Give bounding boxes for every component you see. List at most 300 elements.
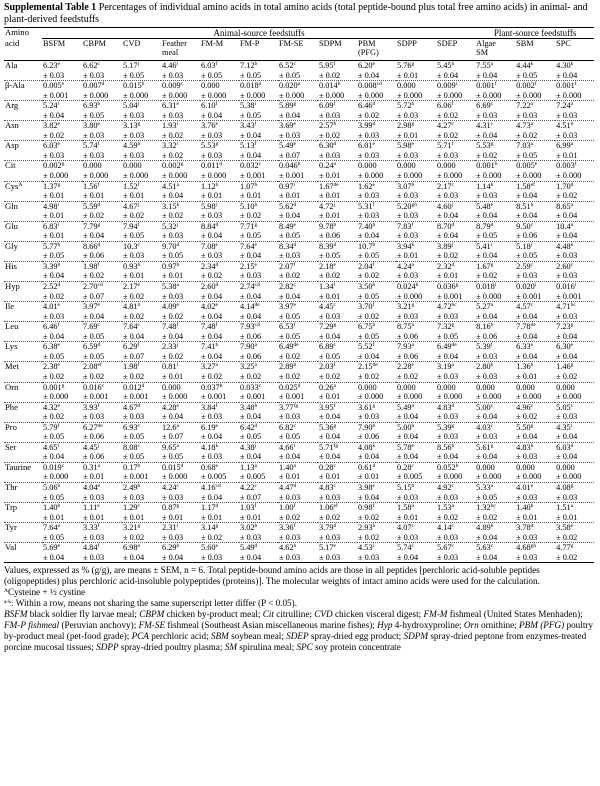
sem-value: ± 0.04: [436, 352, 475, 362]
sem-value: ± 0.03: [42, 71, 82, 81]
mean-value: 6.49de: [437, 342, 457, 352]
mean-value: 5.98e: [397, 141, 414, 151]
sem-value: ± 0.01: [82, 191, 122, 201]
mean-value: 2.31$^i$: [162, 523, 179, 533]
amino-acid-label: Pro: [5, 422, 17, 432]
sem-value: ± 0.000: [161, 171, 200, 181]
amino-acid-label: Val: [5, 542, 17, 553]
mean-value: 4.38$^j$: [240, 442, 257, 452]
mean-value: 1.37$^g$: [43, 181, 61, 191]
mean-value: 4.44$^k$: [516, 61, 534, 70]
table-row: [4, 482, 594, 492]
sem-value: ± 0.04: [555, 211, 594, 221]
mean-value: 6.53$^f$: [279, 322, 296, 332]
sem-value: ± 0.05: [42, 432, 82, 442]
mean-value: 9.78$^b$: [319, 221, 337, 231]
mean-value: 7.08e: [201, 241, 218, 251]
mean-value: 3.33$^f$: [83, 523, 100, 533]
mean-value: 1.40$^a$: [279, 462, 296, 472]
mean-value: 4.51$^b$: [556, 121, 574, 131]
sem-value: ± 0.02: [475, 271, 515, 281]
mean-value: 4.45$^j$: [83, 442, 100, 452]
mean-value: 2.17$^c$: [437, 181, 454, 191]
mean-value: 6.38e: [43, 342, 60, 352]
sem-value: ± 0.03: [200, 412, 239, 422]
mean-value: 1.29$^c$: [123, 503, 140, 513]
sem-row: [4, 372, 594, 382]
note-cys: $^A$Cysteine + ½ cystine: [4, 587, 86, 598]
sem-value: ± 0.000: [475, 171, 515, 181]
sem-value: ± 0.01: [42, 211, 82, 221]
sem-value: ± 0.04: [318, 452, 357, 462]
sem-value: ± 0.05: [42, 493, 82, 503]
sem-value: ± 0.01: [200, 191, 239, 201]
mean-value: 6.69$^c$: [476, 101, 494, 111]
mean-value: 7.83$^f$: [397, 221, 414, 231]
sem-value: ± 0.04: [239, 412, 278, 422]
empty-cell: [4, 151, 42, 161]
table-row: [4, 61, 594, 71]
sem-value: ± 0.04: [161, 191, 200, 201]
sem-value: ± 0.05: [318, 352, 357, 362]
sem-value: ± 0.04: [475, 251, 515, 261]
mean-value: 5.41$^i$: [476, 241, 493, 251]
sem-value: ± 0.03: [278, 251, 318, 261]
mean-value: 4.03$^i$: [476, 422, 493, 432]
empty-cell: [4, 171, 42, 181]
sem-value: ± 0.04: [42, 553, 82, 563]
mean-value: 6.89$^c$: [319, 342, 336, 352]
mean-value: 8.49e: [279, 221, 296, 231]
mean-value: 7.64$^a$: [43, 523, 60, 533]
sem-value: ± 0.03: [555, 312, 594, 322]
sem-value: ± 0.01: [161, 271, 200, 281]
sem-row: [4, 392, 594, 402]
mean-value: 5.20$^{gh}$: [397, 201, 418, 211]
table-row: [4, 241, 594, 251]
sem-value: ± 0.000: [82, 171, 122, 181]
sem-value: ± 0.000: [515, 392, 555, 402]
empty-cell: [4, 372, 42, 382]
mean-value: 6.59$^d$: [83, 342, 101, 352]
mean-value: 0.000: [476, 382, 495, 392]
mean-value: 4.72$^{bc}$: [437, 302, 457, 312]
mean-value: 5.39$^f$: [476, 342, 493, 352]
sem-value: ± 0.01: [82, 472, 122, 482]
empty-cell: [4, 352, 42, 362]
mean-value: 5.49$^d$: [240, 543, 258, 553]
mean-value: 7.48$^f$: [201, 322, 218, 332]
mean-value: 1.17$^d$: [201, 503, 219, 513]
abbreviation-term: PBM (PFG): [519, 620, 565, 631]
abbreviation-definition: spray-dried peptone from enzymes-treated porcine mucosal tissues;: [4, 631, 587, 653]
sem-value: ± 0.05: [357, 292, 396, 302]
sem-value: ± 0.01: [515, 372, 555, 382]
mean-value: 3.77$^{fg}$: [279, 402, 299, 412]
sem-value: ± 0.06: [239, 332, 278, 342]
mean-value: 1.07$^h$: [240, 181, 258, 191]
sem-value: ± 0.05: [515, 251, 555, 261]
sem-value: ± 0.04: [515, 211, 555, 221]
mean-value: 4.01e: [516, 482, 534, 492]
abbreviation-term: FM-M: [423, 609, 448, 620]
mean-value: 3.21$^g$: [397, 302, 415, 312]
mean-value: 3.14$^g$: [201, 523, 219, 533]
table-row: [4, 362, 594, 372]
column-header: CVD: [122, 39, 161, 61]
sem-value: ± 0.01: [82, 513, 122, 523]
sem-value: ± 0.03: [555, 271, 594, 281]
mean-value: 8.66$^d$: [83, 241, 101, 251]
mean-value: 5.62$^d$: [279, 201, 297, 211]
mean-value: 5.38$^i$: [240, 101, 257, 111]
mean-value: 4.60$^j$: [437, 201, 454, 211]
mean-value: 4.67$^d$: [123, 402, 141, 412]
mean-value: 0.000: [556, 382, 575, 392]
sem-value: ± 0.04: [200, 332, 239, 342]
sem-value: ± 0.06: [318, 231, 357, 241]
abbreviation-term: FM-SE: [138, 620, 166, 631]
amino-acid-label: Met: [5, 361, 19, 372]
sem-value: ± 0.02: [357, 372, 396, 382]
abbreviation-term: Orn: [463, 620, 479, 631]
mean-value: 5.27$^a$: [476, 302, 494, 312]
mean-value: 1.34$^f$: [319, 282, 336, 292]
amino-acid-label: Ile: [5, 301, 15, 312]
sem-value: ± 0.02: [42, 292, 82, 302]
mean-value: 0.016$^c$: [83, 382, 105, 392]
sem-value: ± 0.03: [161, 231, 200, 241]
sem-value: ± 0.02: [278, 372, 318, 382]
mean-value: 3.76e: [201, 121, 218, 131]
sem-value: ± 0.03: [436, 412, 475, 422]
mean-value: 1.58$^a$: [397, 503, 414, 513]
sem-row: [4, 432, 594, 442]
amino-acid-label: Asp: [5, 140, 19, 151]
mean-value: 6.83$^i$: [43, 221, 60, 231]
mean-value: 9.65$^a$: [162, 442, 179, 452]
abbreviation-term: SBM: [210, 631, 229, 642]
sem-value: ± 0.04: [239, 292, 278, 302]
mean-value: 5.67$^c$: [437, 543, 454, 553]
table-row: [4, 462, 594, 472]
sem-value: ± 0.02: [357, 111, 396, 121]
sem-value: ± 0.02: [357, 513, 396, 523]
sem-value: ± 0.05: [475, 231, 515, 241]
mean-value: 0.28$^c$: [319, 462, 336, 472]
amino-acid-label: Asn: [5, 120, 19, 131]
mean-value: 5.78e: [397, 442, 414, 452]
mean-value: 5.04$^j$: [123, 101, 140, 111]
sem-value: ± 0.02: [318, 71, 357, 81]
mean-value: 0.014$^b$: [319, 81, 341, 91]
sem-value: ± 0.03: [436, 372, 475, 382]
caption-text: Percentages of individual amino acids in total amino acids (total peptide-bound plus total free amino acids) in animal- and plant-derived feedstuffs: [4, 2, 588, 25]
mean-value: 5.39$^g$: [437, 422, 455, 432]
mean-value: 4.27$^c$: [437, 121, 454, 131]
mean-value: 0.002$^f$: [516, 81, 537, 91]
mean-value: 0.000: [358, 161, 377, 171]
mean-value: 3.99$^d$: [358, 121, 376, 131]
mean-value: 1.40$^b$: [516, 503, 534, 513]
table-row: [4, 442, 594, 452]
sem-value: ± 0.05: [239, 432, 278, 442]
mean-value: 0.037$^b$: [201, 382, 223, 392]
sem-value: ± 0.000: [396, 292, 436, 302]
sem-value: ± 0.04: [239, 151, 278, 161]
mean-value: 5.61$^g$: [476, 442, 494, 452]
sem-value: ± 0.01: [122, 513, 161, 523]
mean-value: 4.28e: [162, 402, 179, 412]
mean-value: 6.42$^d$: [240, 422, 258, 432]
sem-value: ± 0.05: [278, 312, 318, 322]
amino-acid-label: His: [5, 261, 17, 271]
sem-value: ± 0.06: [82, 432, 122, 442]
mean-value: 3.27$^a$: [201, 362, 218, 372]
sem-value: ± 0.04: [475, 71, 515, 81]
mean-value: 0.018$^i$: [476, 282, 497, 292]
table-notes: [4, 565, 594, 653]
sem-value: ± 0.03: [555, 493, 594, 503]
empty-cell: [4, 191, 42, 201]
mean-value: 2.32$^d$: [437, 261, 455, 271]
mean-value: 0.015$^d$: [162, 462, 184, 472]
abbreviation-definition: ornithine;: [478, 620, 520, 631]
sem-value: ± 0.001: [515, 292, 555, 302]
mean-value: 5.38$^a$: [162, 282, 179, 292]
mean-value: 4.51$^a$: [162, 181, 179, 191]
aa-header: Amino: [4, 28, 42, 39]
mean-value: 5.17e: [319, 543, 336, 553]
sem-value: ± 0.02: [122, 533, 161, 543]
mean-value: 5.33$^a$: [476, 482, 494, 492]
aa-header-sub: acid: [4, 39, 42, 61]
sem-value: ± 0.04: [278, 292, 318, 302]
sem-value: ± 0.000: [515, 171, 555, 181]
mean-value: 3.13$^g$: [123, 121, 141, 131]
sem-value: ± 0.04: [436, 231, 475, 241]
sem-value: ± 0.07: [239, 493, 278, 503]
sem-value: ± 0.05: [278, 71, 318, 81]
empty-cell: [4, 432, 42, 442]
sem-row: [4, 251, 594, 261]
mean-value: 0.17$^b$: [123, 462, 141, 472]
sem-value: ± 0.000: [357, 91, 396, 101]
mean-value: 8.34$^d$: [279, 241, 297, 251]
amino-acid-label: Cys$^A$: [5, 181, 23, 191]
sem-value: ± 0.02: [318, 372, 357, 382]
sem-row: [4, 312, 594, 322]
column-header: Feather meal: [161, 39, 200, 61]
sem-value: ± 0.03: [318, 111, 357, 121]
sem-value: ± 0.01: [318, 191, 357, 201]
sem-value: ± 0.02: [396, 372, 436, 382]
table-row: [4, 523, 594, 533]
sem-value: ± 0.07: [161, 432, 200, 442]
mean-value: 0.000: [201, 81, 220, 91]
mean-value: 6.62$^c$: [83, 61, 100, 70]
sem-value: ± 0.04: [357, 231, 396, 241]
column-header: SDPP: [396, 39, 436, 61]
mean-value: 3.78$^d$: [516, 523, 534, 533]
table-row: [4, 422, 594, 432]
sem-value: ± 0.03: [278, 412, 318, 422]
sem-value: ± 0.03: [555, 111, 594, 121]
sem-value: ± 0.000: [475, 392, 515, 402]
mean-value: 0.015$^b$: [123, 81, 145, 91]
table-row: [4, 302, 594, 312]
mean-value: 4.31$^c$: [476, 121, 494, 131]
amino-acid-label: Arg: [5, 100, 19, 111]
column-header: Algae SM: [475, 39, 515, 61]
mean-value: 1.53$^a$: [437, 503, 454, 513]
mean-value: 0.052$^b$: [437, 462, 459, 472]
column-header: CBPM: [82, 39, 122, 61]
amino-acid-label: Glu: [5, 221, 18, 231]
mean-value: 5.71$^{fg}$: [319, 442, 339, 452]
sem-value: ± 0.02: [161, 352, 200, 362]
sem-value: ± 0.04: [161, 412, 200, 422]
sem-value: ± 0.03: [161, 71, 200, 81]
mean-value: 0.93$^h$: [123, 261, 141, 271]
mean-value: 6.31e: [162, 101, 179, 111]
mean-value: 3.93$^f$: [83, 402, 100, 412]
sem-value: ± 0.03: [357, 131, 396, 141]
mean-value: 9.50$^c$: [516, 221, 534, 231]
table-row: [4, 503, 594, 513]
sem-value: ± 0.01: [122, 191, 161, 201]
sem-value: ± 0.000: [396, 91, 436, 101]
mean-value: 5.98$^c$: [201, 201, 218, 211]
mean-value: 1.13$^a$: [240, 462, 257, 472]
sem-value: ± 0.000: [239, 91, 278, 101]
mean-value: 0.005e: [43, 81, 65, 91]
sem-value: ± 0.06: [396, 352, 436, 362]
mean-value: 2.57$^h$: [319, 121, 337, 131]
mean-value: 3.98e: [358, 482, 375, 492]
mean-value: 3.15$^k$: [162, 201, 180, 211]
column-header: SPC: [555, 39, 594, 61]
sem-value: ± 0.03: [555, 412, 594, 422]
mean-value: 3.80e: [83, 121, 100, 131]
mean-value: 2.33$^j$: [162, 342, 179, 352]
mean-value: 0.011$^d$: [201, 161, 223, 171]
sem-value: ± 0.000: [122, 171, 161, 181]
mean-value: 4.59$^h$: [123, 141, 141, 151]
mean-value: 1.32$^{bc}$: [476, 503, 496, 513]
mean-value: 0.000: [123, 161, 142, 171]
mean-value: 3.70$^f$: [358, 302, 375, 312]
sem-value: ± 0.005: [396, 472, 436, 482]
mean-value: 4.57$^c$: [516, 302, 534, 312]
mean-value: 0.002$^g$: [162, 161, 184, 171]
sem-row: [4, 472, 594, 482]
sem-value: ± 0.03: [396, 533, 436, 543]
mean-value: 10.7$^b$: [358, 241, 376, 251]
animal-group-header: Animal-source feedstuffs: [42, 28, 475, 39]
sem-value: ± 0.02: [42, 131, 82, 141]
mean-value: 3.61$^g$: [358, 402, 376, 412]
mean-value: 6.06$^f$: [437, 101, 454, 111]
mean-value: 2.59$^c$: [516, 261, 534, 271]
mean-value: 2.49$^h$: [123, 482, 141, 492]
mean-value: 0.000: [516, 462, 535, 472]
sem-value: ± 0.04: [200, 111, 239, 121]
sem-value: ± 0.02: [82, 211, 122, 221]
sem-value: ± 0.04: [555, 452, 594, 462]
mean-value: 5.89$^g$: [279, 101, 297, 111]
mean-value: 5.48e: [476, 201, 494, 211]
sem-row: [4, 91, 594, 101]
mean-value: 0.000: [437, 161, 456, 171]
sem-value: ± 0.03: [278, 131, 318, 141]
sem-value: ± 0.005: [200, 472, 239, 482]
sem-value: ± 0.001: [239, 171, 278, 181]
sem-value: ± 0.02: [515, 412, 555, 422]
sem-value: ± 0.04: [161, 332, 200, 342]
abbreviation-definition: citrulline;: [273, 609, 315, 620]
mean-value: 2.98$^g$: [397, 121, 415, 131]
mean-value: 4.81$^b$: [123, 302, 141, 312]
sem-value: ± 0.04: [436, 211, 475, 221]
mean-value: 4.09e: [162, 302, 179, 312]
mean-value: 7.64$^c$: [123, 322, 140, 332]
mean-value: 7.55$^a$: [476, 61, 494, 70]
mean-value: 6.75$^h$: [358, 322, 376, 332]
mean-value: 0.020$^a$: [279, 81, 301, 91]
mean-value: 8.75$^a$: [397, 322, 414, 332]
sem-value: ± 0.01: [42, 231, 82, 241]
sem-value: ± 0.01: [318, 171, 357, 181]
sem-value: ± 0.04: [239, 251, 278, 261]
mean-value: 2.08$^{ef}$: [83, 362, 102, 372]
sem-value: ± 0.03: [200, 251, 239, 261]
mean-value: 5.52$^f$: [358, 342, 375, 352]
sem-value: ± 0.02: [82, 372, 122, 382]
sem-value: ± 0.03: [82, 71, 122, 81]
sem-row: [4, 332, 594, 342]
sem-value: ± 0.04: [555, 231, 594, 241]
sem-value: ± 0.03: [200, 452, 239, 462]
sem-value: ± 0.04: [555, 352, 594, 362]
sem-value: ± 0.01: [161, 372, 200, 382]
mean-value: 1.58$^{ef}$: [516, 181, 535, 191]
mean-value: 4.83$^c$: [319, 482, 336, 492]
sem-value: ± 0.05: [239, 71, 278, 81]
sem-value: ± 0.04: [200, 493, 239, 503]
mean-value: 3.79$^d$: [319, 523, 337, 533]
sem-value: ± 0.03: [436, 553, 475, 563]
abbreviation-term: SDPM: [403, 631, 429, 642]
sem-value: ± 0.02: [122, 292, 161, 302]
sem-value: ± 0.000: [42, 472, 82, 482]
note-superscripts: $^{a-k}$: Within a row, means not sharing the same superscript letter differ (P < 0.05).: [4, 598, 298, 609]
sem-value: ± 0.04: [122, 553, 161, 563]
mean-value: 1.06$^{ef}$: [319, 503, 338, 513]
mean-value: 2.89$^b$: [279, 362, 297, 372]
mean-value: 0.000: [83, 161, 102, 171]
mean-value: 0.97$^i$: [279, 181, 296, 191]
sem-value: ± 0.03: [42, 312, 82, 322]
mean-value: 6.82$^c$: [279, 422, 296, 432]
mean-value: 4.18$^k$: [201, 442, 219, 452]
mean-value: 1.36$^h$: [516, 362, 534, 372]
sem-row: [4, 71, 594, 81]
sem-value: ± 0.03: [515, 553, 555, 563]
sem-value: ± 0.04: [42, 111, 82, 121]
mean-value: 1.46$^g$: [556, 362, 574, 372]
mean-value: 7.79$^g$: [83, 221, 101, 231]
